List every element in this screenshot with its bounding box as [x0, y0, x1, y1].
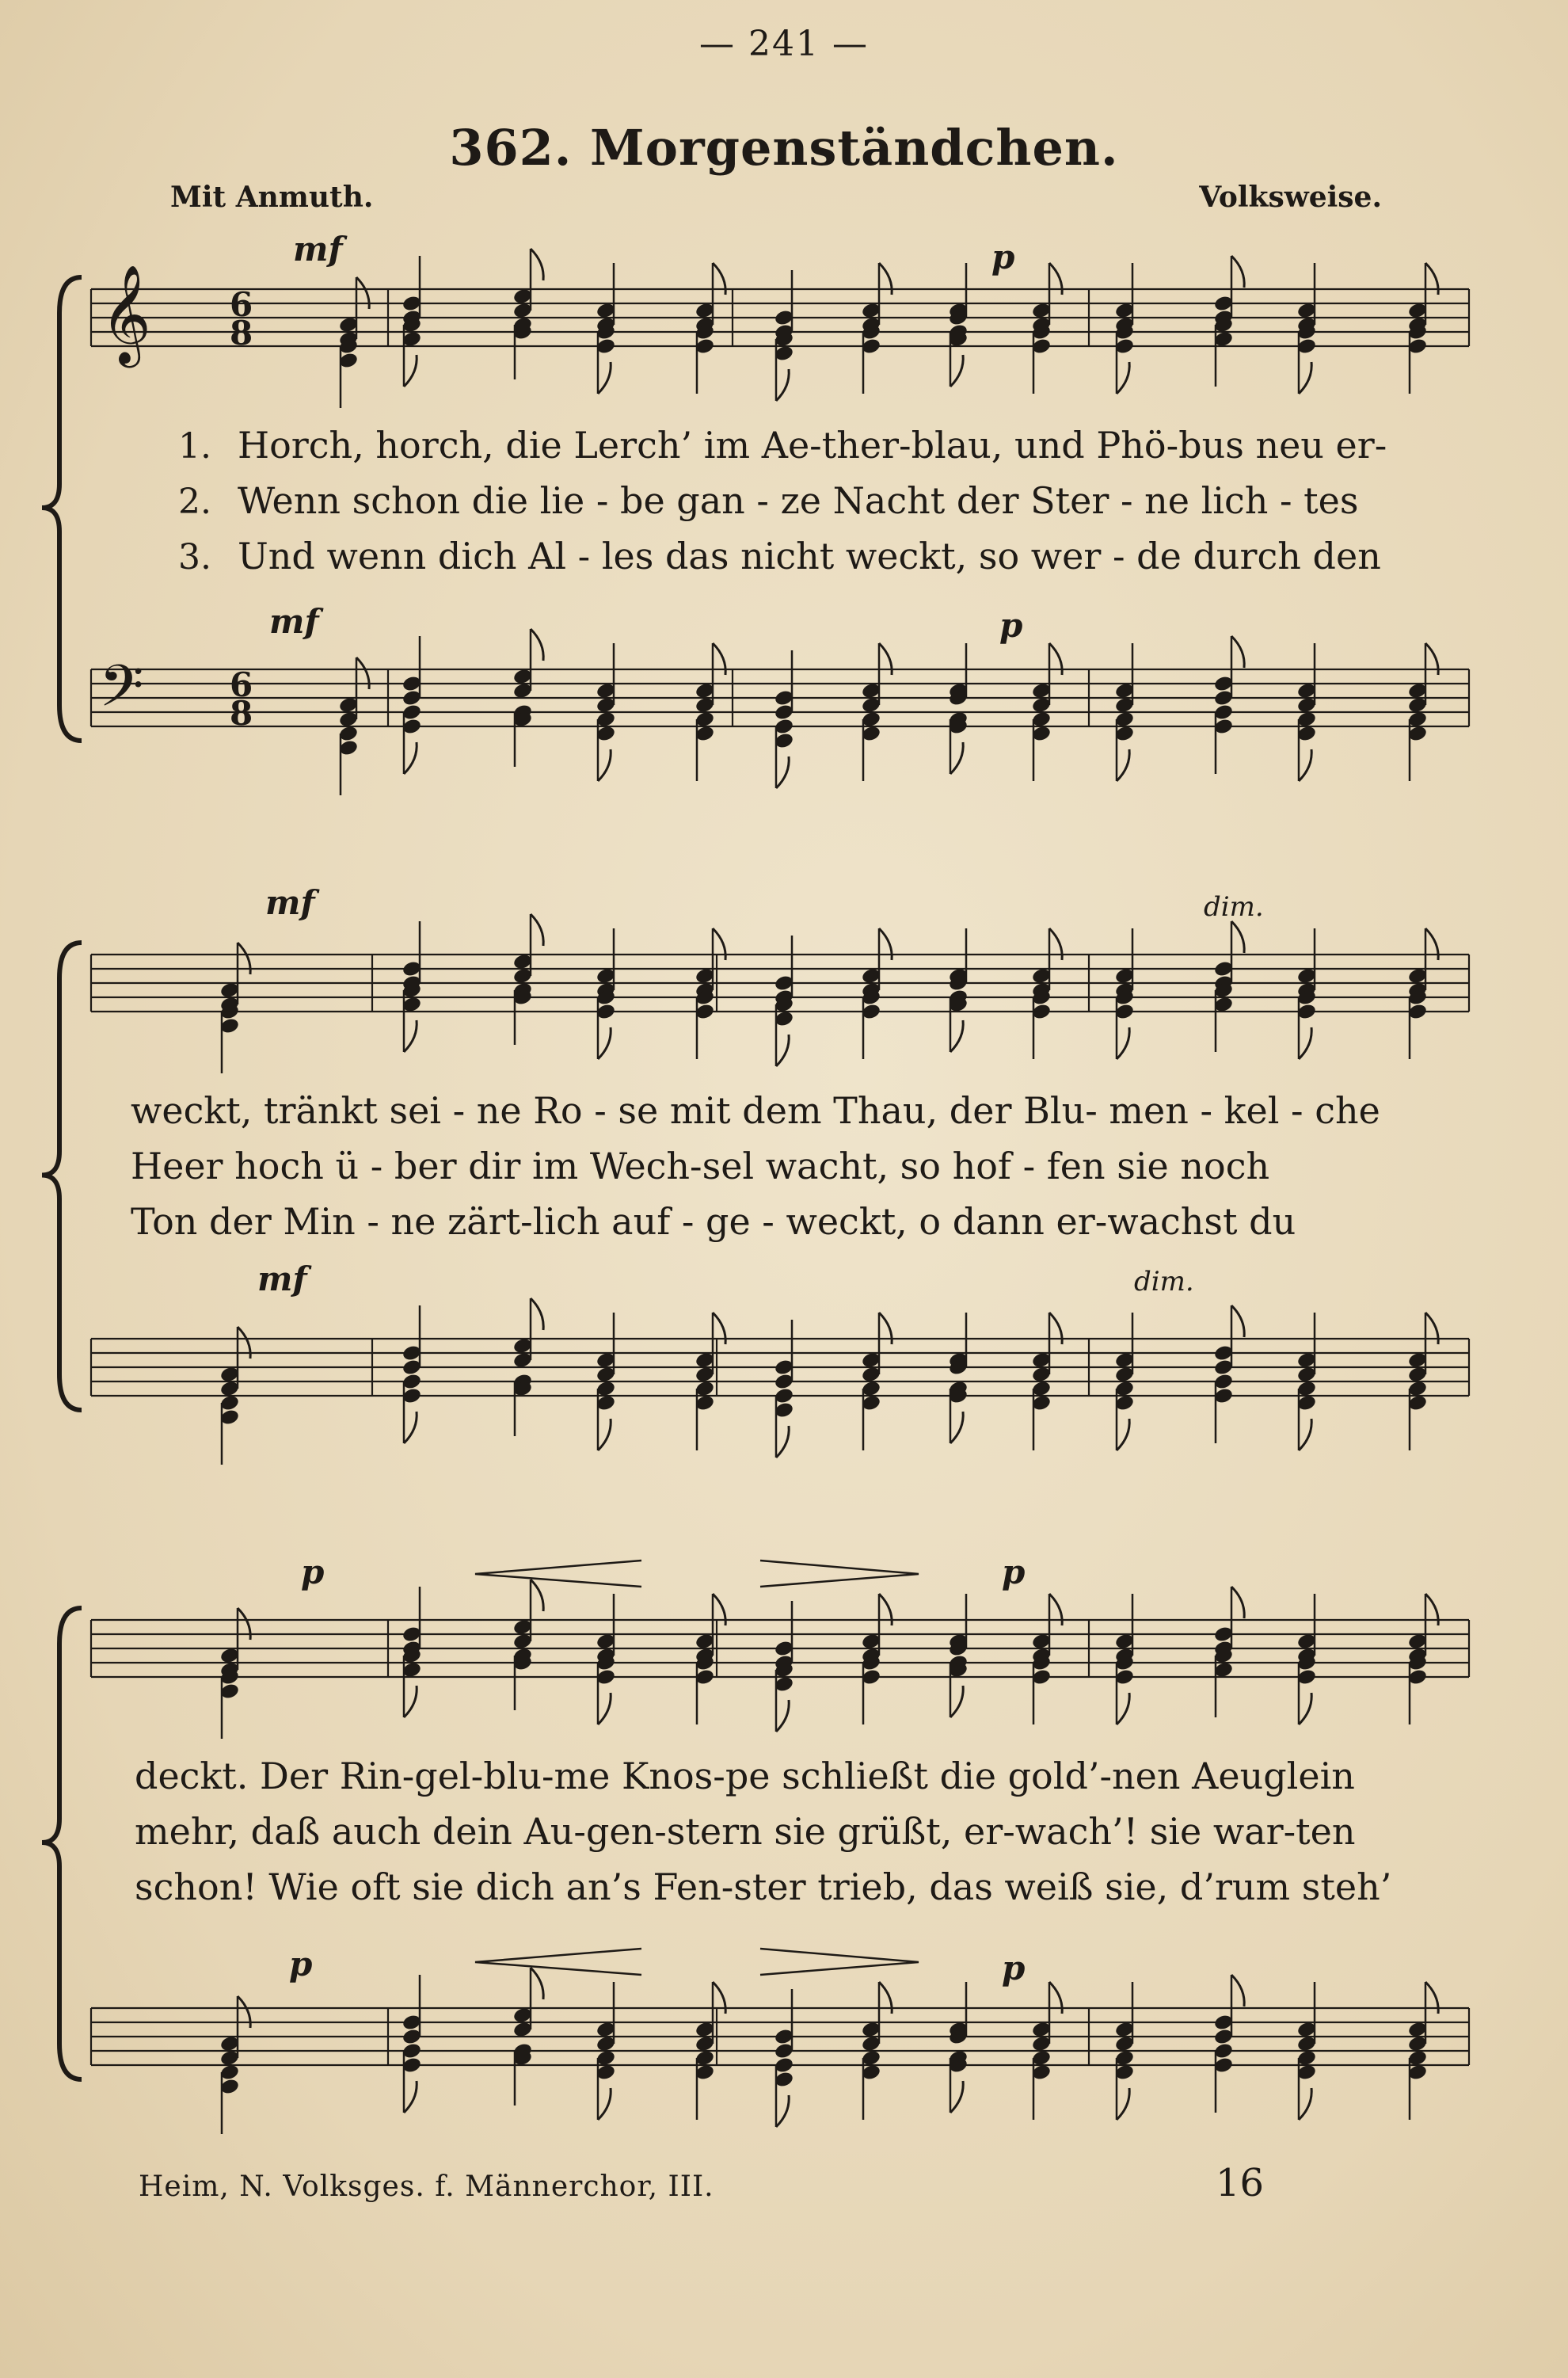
- dynamic-p: p: [289, 1945, 313, 1984]
- system-brace: [42, 1608, 82, 2079]
- dynamic-p: p: [301, 1553, 325, 1591]
- bass-clef-icon: 𝄢: [99, 652, 144, 734]
- note-flag: [1231, 1587, 1244, 1618]
- time-signature-denominator: 8: [230, 314, 253, 353]
- system-brace: [42, 943, 82, 1410]
- note-flag: [1117, 2088, 1129, 2120]
- tempo-marking: Mit Anmuth.: [170, 181, 374, 214]
- dynamic-dim: dim.: [1134, 1266, 1194, 1298]
- lyric-line: Heer hoch ü - ber dir im Wech-sel wacht, so hof - fen sie noch: [131, 1145, 1270, 1187]
- melody-source: Volksweise.: [1199, 181, 1382, 214]
- footer-citation: Heim, N. Volksges. f. Männerchor, III.: [139, 2170, 714, 2203]
- crescendo-hairpin: [475, 1561, 641, 1587]
- note-flag: [404, 742, 417, 774]
- dynamic-p: p: [991, 238, 1015, 276]
- note-flag: [1117, 1027, 1129, 1059]
- time-signature-numerator: 6: [230, 665, 253, 704]
- note-flag: [950, 742, 963, 774]
- note-flag: [1231, 1305, 1244, 1337]
- note-flag: [776, 1035, 789, 1066]
- note-flag: [1117, 362, 1129, 394]
- dynamic-p: p: [1002, 1949, 1026, 1987]
- system-brace: [42, 277, 82, 741]
- note-flag: [1231, 256, 1244, 288]
- note-flag: [1299, 2088, 1311, 2120]
- note-flag: [950, 1020, 963, 1052]
- note-flag: [1299, 362, 1311, 394]
- note-flag: [950, 1412, 963, 1443]
- lyric-line: weckt, tränkt sei - ne Ro - se mit dem Thau, der Blu- men - kel - che: [131, 1089, 1380, 1132]
- note-flag: [598, 362, 611, 394]
- note-flag: [531, 1298, 543, 1330]
- page-number: — 241 —: [699, 24, 869, 64]
- time-signature-denominator: 8: [230, 694, 253, 733]
- dynamic-p: p: [1002, 1553, 1026, 1591]
- note-flag: [950, 2081, 963, 2113]
- note-flag: [1117, 1419, 1129, 1450]
- decrescendo-hairpin: [760, 1949, 919, 1975]
- note-flag: [404, 355, 417, 387]
- note-flag: [1117, 1693, 1129, 1724]
- note-flag: [531, 1580, 543, 1611]
- dynamic-mf: mf: [269, 602, 319, 641]
- note-flag: [950, 355, 963, 387]
- song-title: 362. Morgenständchen.: [449, 119, 1119, 177]
- dynamic-p: p: [999, 606, 1023, 645]
- note-flag: [531, 914, 543, 946]
- note-flag: [598, 1693, 611, 1724]
- note-flag: [950, 1686, 963, 1717]
- signature-number: 16: [1216, 2161, 1265, 2205]
- treble-clef-icon: 𝄞: [101, 265, 151, 364]
- lyric-line: Ton der Min - ne zärt-lich auf - ge - weckt, o dann er-wachst du: [131, 1200, 1296, 1243]
- lyric-line: deckt. Der Rin-gel-blu-me Knos-pe schließt die gold’-nen Aeuglein: [135, 1755, 1355, 1797]
- verse-number: 3.: [178, 537, 211, 577]
- note-flag: [1299, 749, 1311, 781]
- note-flag: [1299, 1693, 1311, 1724]
- note-flag: [1231, 636, 1244, 668]
- verse-number: 2.: [178, 482, 211, 522]
- note-flag: [598, 749, 611, 781]
- note-flag: [598, 1027, 611, 1059]
- dynamic-mf: mf: [257, 1260, 307, 1298]
- note-flag: [1117, 749, 1129, 781]
- lyric-line: mehr, daß auch dein Au-gen-stern sie grüßt, er-wach’! sie war-ten: [135, 1810, 1356, 1853]
- note-flag: [1299, 1027, 1311, 1059]
- lyric-line: schon! Wie oft sie dich an’s Fen-ster trieb, das weiß sie, d’rum steh’: [135, 1865, 1392, 1908]
- time-signature-numerator: 6: [230, 285, 253, 324]
- decrescendo-hairpin: [760, 1561, 919, 1587]
- note-flag: [404, 1412, 417, 1443]
- dynamic-mf: mf: [265, 883, 315, 922]
- note-flag: [598, 2088, 611, 2120]
- verse-number: 1.: [178, 426, 211, 467]
- note-flag: [404, 2081, 417, 2113]
- lyric-line: Horch, horch, die Lerch’ im Ae-ther-blau, und Phö-bus neu er-: [238, 424, 1387, 467]
- dynamic-mf: mf: [293, 230, 343, 269]
- crescendo-hairpin: [475, 1949, 641, 1975]
- note-flag: [404, 1020, 417, 1052]
- dynamic-dim: dim.: [1204, 891, 1264, 923]
- note-flag: [531, 629, 543, 661]
- note-flag: [1231, 1975, 1244, 2006]
- note-flag: [776, 369, 789, 401]
- note-flag: [776, 1700, 789, 1732]
- note-flag: [776, 2095, 789, 2127]
- note-flag: [776, 1426, 789, 1458]
- note-flag: [531, 249, 543, 280]
- note-flag: [531, 1968, 543, 1999]
- note-flag: [598, 1419, 611, 1450]
- lyric-line: Wenn schon die lie - be gan - ze Nacht der Ster - ne lich - tes: [238, 479, 1359, 522]
- note-flag: [776, 756, 789, 788]
- lyric-line: Und wenn dich Al - les das nicht weckt, so wer - de durch den: [238, 535, 1381, 577]
- note-flag: [1299, 1419, 1311, 1450]
- note-flag: [404, 1686, 417, 1717]
- note-flag: [1231, 921, 1244, 953]
